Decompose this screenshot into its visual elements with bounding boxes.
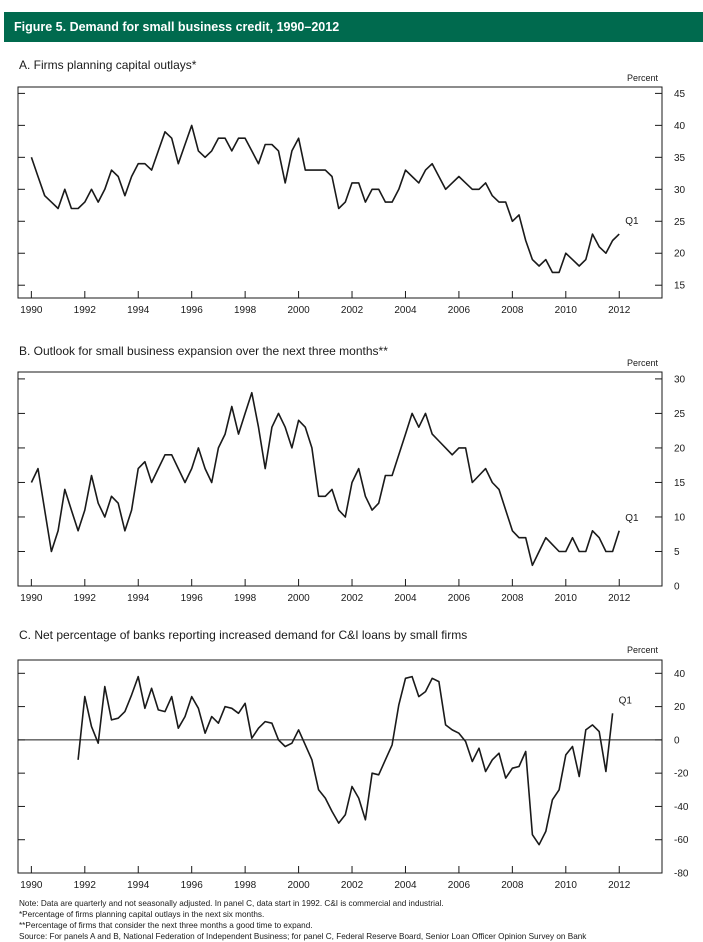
figure-title: Figure 5. Demand for small business credit, 1990–2012 [4,12,703,42]
series-line [78,677,613,845]
panel-c-unit: Percent [627,645,659,655]
x-tick-label: 1990 [20,880,43,891]
y-tick-label: 30 [674,374,686,386]
x-tick-label: 1996 [180,305,203,316]
x-tick-label: 1990 [20,593,43,604]
x-tick-label: 2012 [608,880,631,891]
x-tick-label: 2000 [287,305,310,316]
y-tick-label: -20 [674,768,689,780]
y-tick-label: -40 [674,801,689,813]
x-tick-label: 2012 [608,593,631,604]
x-tick-label: 2006 [447,593,471,604]
y-tick-label: 40 [674,668,686,680]
annotation-label: Q1 [625,216,639,228]
y-tick-label: 0 [674,735,680,747]
x-tick-label: 2000 [287,593,310,604]
plot-frame [18,660,662,873]
note-line: Note: Data are quarterly and not seasonally adjusted. In panel C, data start in 1992. C&I is commercial and industrial. [19,899,444,908]
panel-b-unit: Percent [627,358,659,368]
y-tick-label: 5 [674,546,680,558]
note-line: **Percentage of firms that consider the next three months a good time to expand. [19,921,313,930]
x-tick-label: 2012 [608,305,631,316]
y-tick-label: 30 [674,184,686,196]
x-tick-label: 2010 [554,880,577,891]
note-line: Source: For panels A and B, National Federation of Independent Business; for panel C, Federal Reserve Board, Senior Loan Officer Opinion Survey on Bank [19,932,587,941]
y-tick-label: 15 [674,280,686,292]
x-tick-label: 2008 [501,593,524,604]
x-tick-label: 1994 [127,305,150,316]
x-tick-label: 1996 [180,593,203,604]
panel-a-title: A. Firms planning capital outlays* [19,58,197,72]
x-tick-label: 2008 [501,305,524,316]
y-tick-label: 0 [674,581,680,593]
y-tick-label: 20 [674,443,686,455]
x-tick-label: 2006 [447,880,471,891]
x-tick-label: 1998 [234,880,257,891]
x-tick-label: 1992 [73,880,96,891]
x-tick-label: 2004 [394,593,417,604]
x-tick-label: 2000 [287,880,310,891]
x-tick-label: 2002 [340,305,364,316]
y-tick-label: 10 [674,512,686,524]
y-tick-label: 45 [674,88,686,100]
y-tick-label: 35 [674,152,686,164]
x-tick-label: 1998 [234,593,257,604]
x-tick-label: 1990 [20,305,43,316]
x-tick-label: 1992 [73,305,96,316]
x-tick-label: 2002 [340,880,364,891]
x-tick-label: 2006 [447,305,471,316]
y-tick-label: 20 [674,702,686,714]
panel-c-title: C. Net percentage of banks reporting increased demand for C&I loans by small firms [19,628,468,642]
y-tick-label: -60 [674,835,689,847]
x-tick-label: 2010 [554,593,577,604]
x-tick-label: 2010 [554,305,577,316]
y-tick-label: 25 [674,408,686,420]
x-tick-label: 2002 [340,593,364,604]
x-tick-label: 2004 [394,305,417,316]
y-tick-label: -80 [674,868,689,880]
x-tick-label: 1998 [234,305,257,316]
x-tick-label: 1992 [73,593,96,604]
y-tick-label: 25 [674,216,686,228]
x-tick-label: 2008 [501,880,524,891]
annotation-label: Q1 [625,512,639,524]
x-tick-label: 1994 [127,593,150,604]
notes-block [19,898,689,942]
x-tick-label: 1994 [127,880,150,891]
panel-a-unit: Percent [627,73,659,83]
annotation-label: Q1 [618,695,632,707]
x-tick-label: 2004 [394,880,417,891]
x-tick-label: 1996 [180,880,203,891]
panel-b-title: B. Outlook for small business expansion over the next three months** [19,344,388,358]
note-line: *Percentage of firms planning capital outlays in the next six months. [19,910,265,919]
y-tick-label: 20 [674,248,686,260]
y-tick-label: 40 [674,120,686,132]
y-tick-label: 15 [674,477,686,489]
